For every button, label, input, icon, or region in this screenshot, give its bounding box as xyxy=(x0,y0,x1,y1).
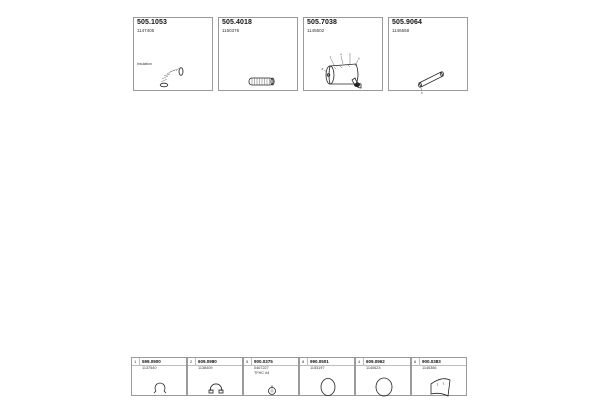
fitting-reference xyxy=(366,366,381,371)
fitting-reference xyxy=(422,366,437,371)
fitting-reference-line: 1153197 xyxy=(310,366,325,370)
pipe-clamp-icon xyxy=(132,374,188,397)
fitting-header xyxy=(244,358,298,366)
callout-label: 5 xyxy=(349,52,351,57)
flexible-pipe-icon xyxy=(134,36,214,92)
part-reference: 1147405 xyxy=(137,28,155,33)
fitting-number: 8 xyxy=(302,358,305,364)
fitting-card-5[interactable] xyxy=(355,357,411,396)
part-reference: 1146558 xyxy=(392,28,410,33)
rubber-mount-icon xyxy=(244,374,300,397)
fitting-reference-line: 0467227 xyxy=(254,366,269,370)
fitting-reference xyxy=(198,366,213,371)
fitting-reference-line: 1138409 xyxy=(198,366,213,370)
fitting-reference-line: 1140623 xyxy=(366,366,381,370)
callout-label: 6 xyxy=(358,56,360,61)
callout-label: 5 xyxy=(421,91,423,95)
callout-label: 8 xyxy=(321,67,324,71)
gasket-ring-icon xyxy=(300,374,356,397)
part-card-1[interactable] xyxy=(133,17,213,91)
fitting-card-3[interactable] xyxy=(243,357,299,396)
fitting-code: 900.0375 xyxy=(254,358,273,364)
heat-shield-icon xyxy=(412,374,468,397)
fitting-header xyxy=(132,358,186,366)
fitting-header xyxy=(188,358,242,366)
divider xyxy=(139,358,140,365)
part-reference: 1150376 xyxy=(222,28,240,33)
fitting-card-1[interactable] xyxy=(131,357,187,396)
part-card-2[interactable] xyxy=(218,17,298,91)
fitting-card-6[interactable] xyxy=(411,357,467,396)
divider xyxy=(307,358,308,365)
fitting-number: 2 xyxy=(190,358,193,364)
divider xyxy=(195,358,196,365)
part-note: Insulation xyxy=(137,62,152,66)
fitting-reference-line: 1137540 xyxy=(142,366,157,370)
fitting-number: 1 xyxy=(134,358,137,364)
silencer-icon xyxy=(304,36,384,92)
divider xyxy=(363,358,364,365)
fitting-code: 599.0900 xyxy=(142,358,161,364)
callout-label: 3 xyxy=(329,55,332,60)
fitting-header xyxy=(412,358,466,366)
fitting-code: 609.0980 xyxy=(198,358,217,364)
fitting-header xyxy=(300,358,354,366)
tail-pipe-icon xyxy=(389,36,469,95)
fitting-number: 5 xyxy=(246,358,249,364)
divider xyxy=(419,358,420,365)
part-code: 505.4018 xyxy=(222,19,252,26)
part-card-3[interactable] xyxy=(303,17,383,91)
sealing-ring-icon xyxy=(356,374,412,397)
fitting-code: 609.0962 xyxy=(366,358,385,364)
fitting-reference-line: TFHC #4 xyxy=(254,371,270,375)
fitting-number: 4 xyxy=(358,358,361,364)
callout-label: 4 xyxy=(340,52,342,57)
fitting-reference xyxy=(310,366,325,371)
part-code: 505.9064 xyxy=(392,19,422,26)
fitting-code: 900.0383 xyxy=(422,358,441,364)
fitting-number: 6 xyxy=(414,358,417,364)
part-card-4[interactable] xyxy=(388,17,468,95)
part-code: 505.1053 xyxy=(137,19,167,26)
fitting-card-4[interactable] xyxy=(299,357,355,396)
fitting-card-2[interactable] xyxy=(187,357,243,396)
part-reference: 1145602 xyxy=(307,28,325,33)
fitting-reference xyxy=(142,366,157,371)
fitting-header xyxy=(356,358,410,366)
fitting-code: 990.0501 xyxy=(310,358,329,364)
part-code: 505.7038 xyxy=(307,19,337,26)
divider xyxy=(251,358,252,365)
fitting-reference-line: 1145366 xyxy=(422,366,437,370)
band-clamp-icon xyxy=(188,374,244,397)
flex-tube-icon xyxy=(219,36,299,92)
